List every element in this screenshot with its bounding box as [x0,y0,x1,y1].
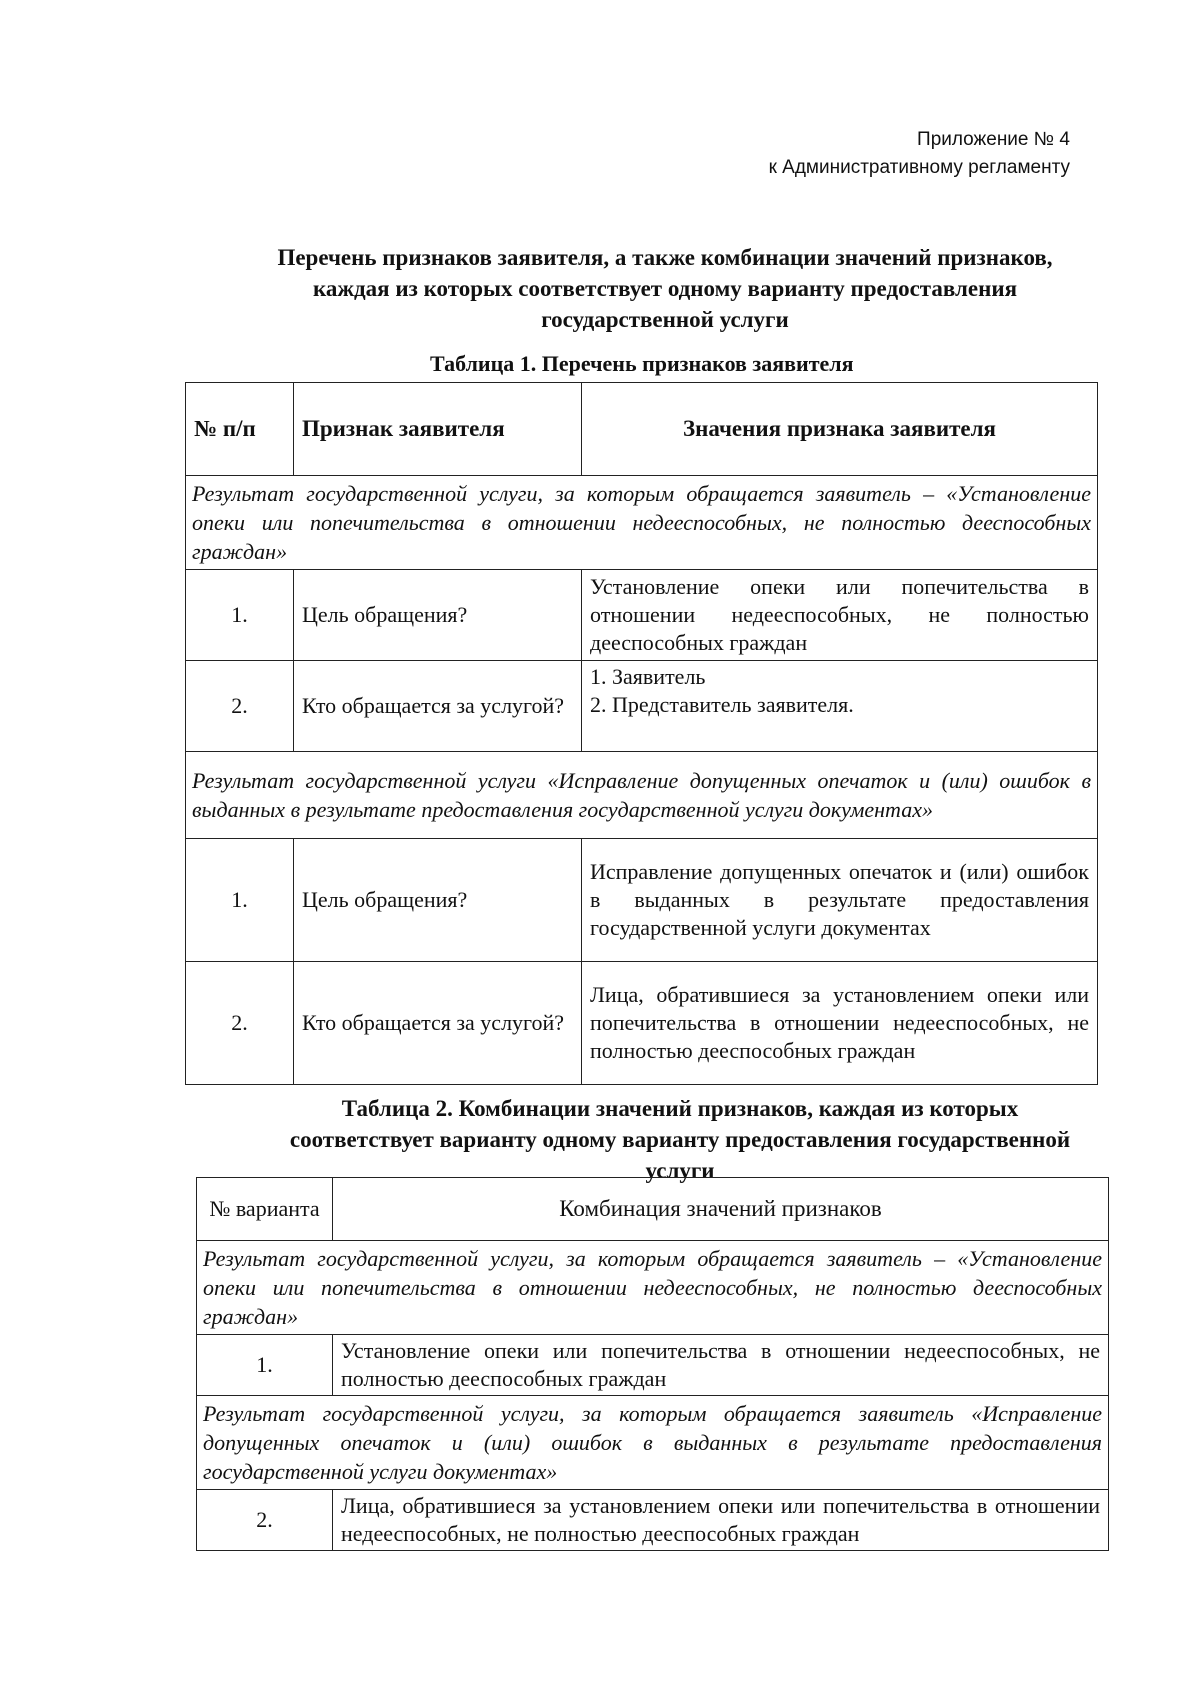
table-row [186,962,1098,1085]
document-title: Перечень признаков заявителя, а также комбинации значений признаков, каждая из которых соответствует одному варианту предоставления государственной услуги [277,245,1053,332]
row-value: Установление опеки или попечительства в отношении недееспособных, не полностью дееспособных граждан [582,570,1098,661]
header-combination: Комбинация значений признаков [333,1178,1109,1241]
row-number: 1. [186,570,294,661]
table1-section-row [186,752,1098,839]
row-value: Лица, обратившиеся за установлением опеки или попечительства в отношении недееспособных, не полностью дееспособных граждан [582,962,1098,1085]
header-sign-values: Значения признака заявителя [582,383,1098,476]
sign-combinations-table [196,1177,1109,1551]
row-number: 2. [186,962,294,1085]
appendix-number: Приложение № 4 [917,129,1070,150]
table-row [186,661,1098,752]
section-title: Результат государственной услуги «Исправление допущенных опечаток и (или) ошибок в выданных в результате предоставления государственной услуги документах» [186,752,1098,839]
row-sign: Кто обращается за услугой? [294,661,582,752]
table2-caption: Таблица 2. Комбинации значений признаков, каждая из которых соответствует варианту одному варианту предоставления государственной услуги [289,1096,1071,1183]
variant-number: 1. [197,1335,333,1396]
header-sign: Признак заявителя [294,383,582,476]
table1-caption: Таблица 1. Перечень признаков заявителя [430,351,854,376]
combination-value: Установление опеки или попечительства в отношении недееспособных, не полностью дееспособных граждан [333,1335,1109,1396]
table2-section-row [197,1396,1109,1490]
variant-number: 2. [197,1490,333,1551]
row-number: 2. [186,661,294,752]
table2-header-row [197,1178,1109,1241]
table2-section-row [197,1241,1109,1335]
table1-section-row [186,476,1098,570]
row-sign: Кто обращается за услугой? [294,962,582,1085]
value-line: 1. Заявитель [590,664,706,689]
applicant-signs-table [185,382,1098,1085]
row-sign: Цель обращения? [294,570,582,661]
table1-header-row [186,383,1098,476]
section-title: Результат государственной услуги, за которым обращается заявитель «Исправление допущенных опечаток и (или) ошибок в выданных в результате предоставления государственной услуги документах» [197,1396,1109,1490]
value-line: 2. Представитель заявителя. [590,692,854,717]
appendix-header [670,126,1070,182]
table-row [197,1335,1109,1396]
row-value: Исправление допущенных опечаток и (или) ошибок в выданных в результате предоставления государственной услуги документах [582,839,1098,962]
section-title: Результат государственной услуги, за которым обращается заявитель – «Установление опеки или попечительства в отношении недееспособных, не полностью дееспособных граждан» [197,1241,1109,1335]
table-row [186,839,1098,962]
header-number: № п/п [186,383,294,476]
row-sign: Цель обращения? [294,839,582,962]
combination-value: Лица, обратившиеся за установлением опеки или попечительства в отношении недееспособных, не полностью дееспособных граждан [333,1490,1109,1551]
section-title: Результат государственной услуги, за которым обращается заявитель – «Установление опеки или попечительства в отношении недееспособных, не полностью дееспособных граждан» [186,476,1098,570]
header-variant-number: № варианта [197,1178,333,1241]
appendix-reference: к Административному регламенту [768,157,1070,178]
table-row [197,1490,1109,1551]
row-number: 1. [186,839,294,962]
row-value [582,661,1098,752]
table-row [186,570,1098,661]
